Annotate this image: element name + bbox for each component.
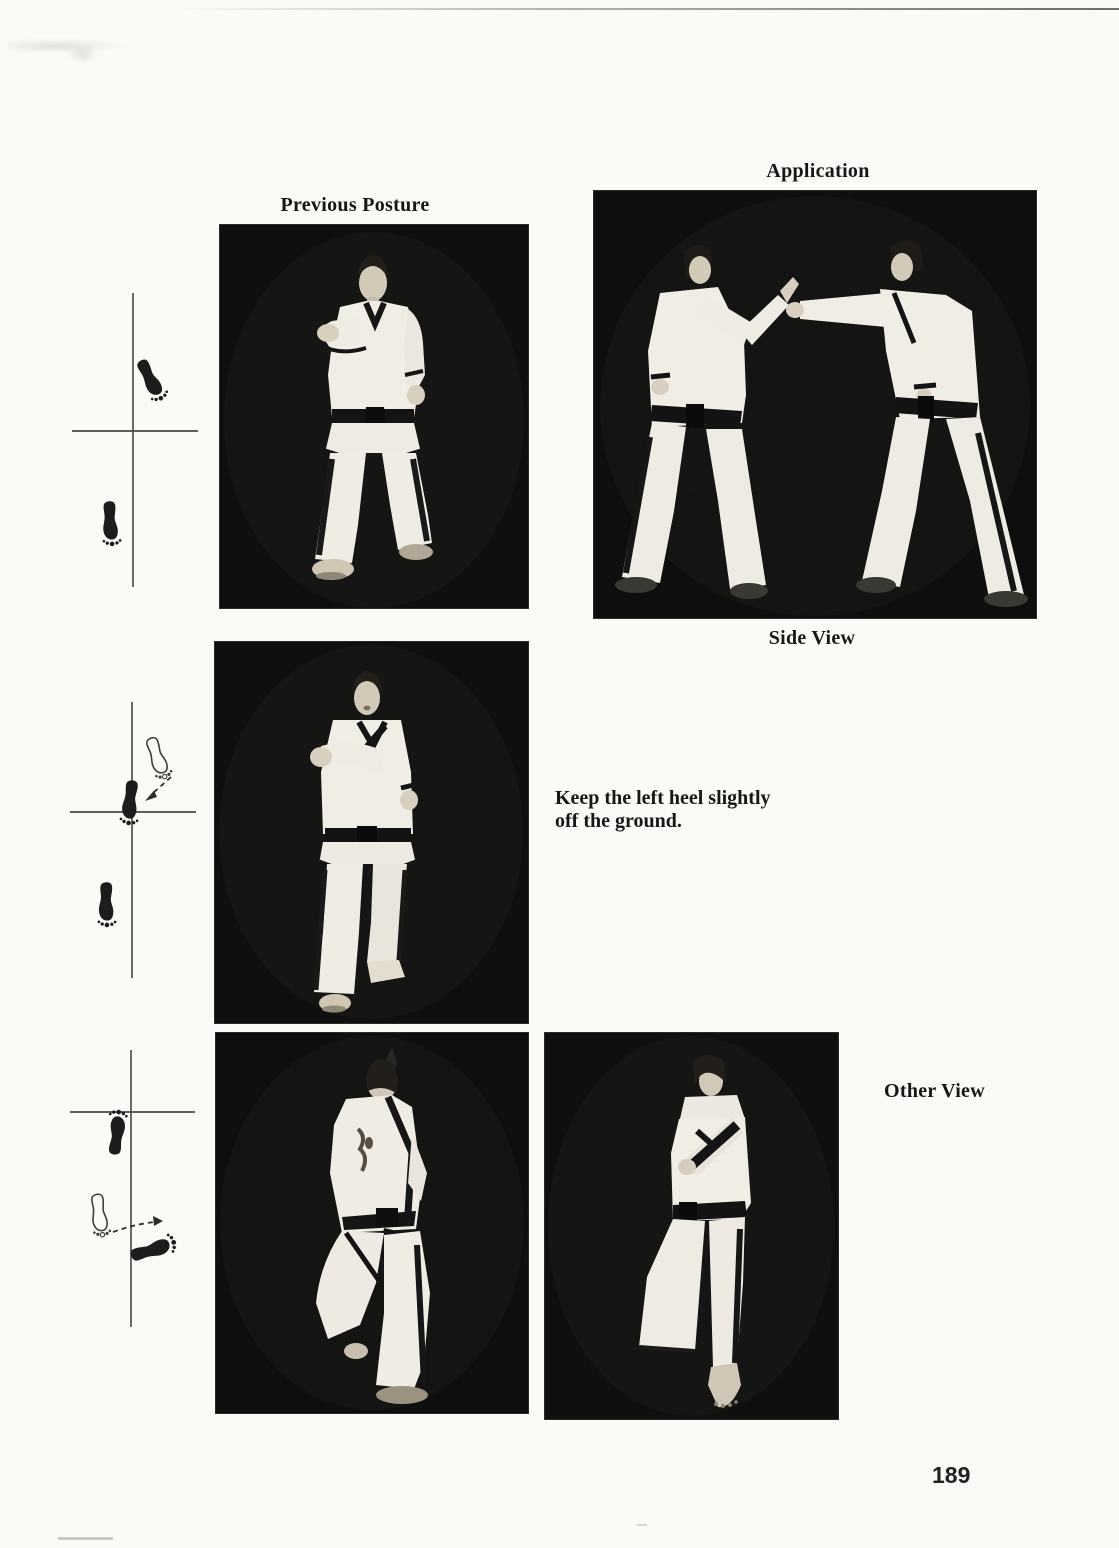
fist [678,1159,696,1175]
defender-fist [651,379,669,395]
left-foot-icon [97,882,117,927]
caption-side-view: Side View [768,627,856,649]
instruction-text [555,787,771,833]
belt-knot [357,826,377,844]
attacker-foot [856,577,896,593]
photo-previous-posture [220,225,528,608]
scan-line-top [170,8,1119,10]
previous-posture-figure [220,225,528,608]
previous-foot-outline-icon [88,1193,112,1238]
attacker-head [891,253,913,281]
right-foot [399,544,433,560]
previous-foot-outline-icon [142,735,174,782]
hanging-fist [400,790,418,810]
arrowhead-icon [153,1216,163,1226]
belt-knot [376,1208,398,1226]
caption-previous-posture: Previous Posture [280,194,430,216]
fist [310,747,332,767]
rear-foot [344,1343,368,1359]
other-view-figure [545,1033,838,1419]
left-foot-icon [100,501,122,547]
defender-foot [615,577,657,593]
mouth [364,706,371,711]
jacket-skirt [325,423,421,453]
instruction-line-1: Keep the left heel slightly [555,787,771,809]
foot-diagram-step2 [60,695,210,987]
photo-other-view [545,1033,838,1419]
scan-dot-bottom-middle [637,1524,647,1526]
fist [317,324,339,342]
foot-diagram-step3 [55,1045,215,1335]
scan-smudge-top-left-2 [68,44,98,64]
left-foot-icon [105,1109,129,1156]
pivoted-foot-icon [128,1232,179,1265]
scan-dash-bottom-left [58,1537,113,1540]
hanging-fist [407,385,425,405]
foot-diagram-step1 [60,285,210,595]
caption-other-view: Other View [884,1080,985,1102]
caption-application: Application [766,160,870,182]
photo-application [594,191,1036,618]
photo-rear-view [216,1033,528,1413]
photo-side-view [215,642,528,1023]
defender-head [689,256,711,284]
instruction-line-2: off the ground. [555,810,682,832]
side-view-figure [215,642,528,1023]
right-foot-icon [133,356,171,405]
rear-view-figure [216,1033,528,1413]
moved-foot-icon [119,780,142,826]
movement-arrow [113,1222,155,1232]
page-number: 189 [932,1462,971,1488]
movement-arrow [152,777,171,794]
front-foot [376,1386,428,1404]
jacket-skirt [319,842,416,864]
scan-smudge-top-left [8,38,128,54]
attacker-fist [786,302,804,318]
application-figures [594,191,1036,618]
